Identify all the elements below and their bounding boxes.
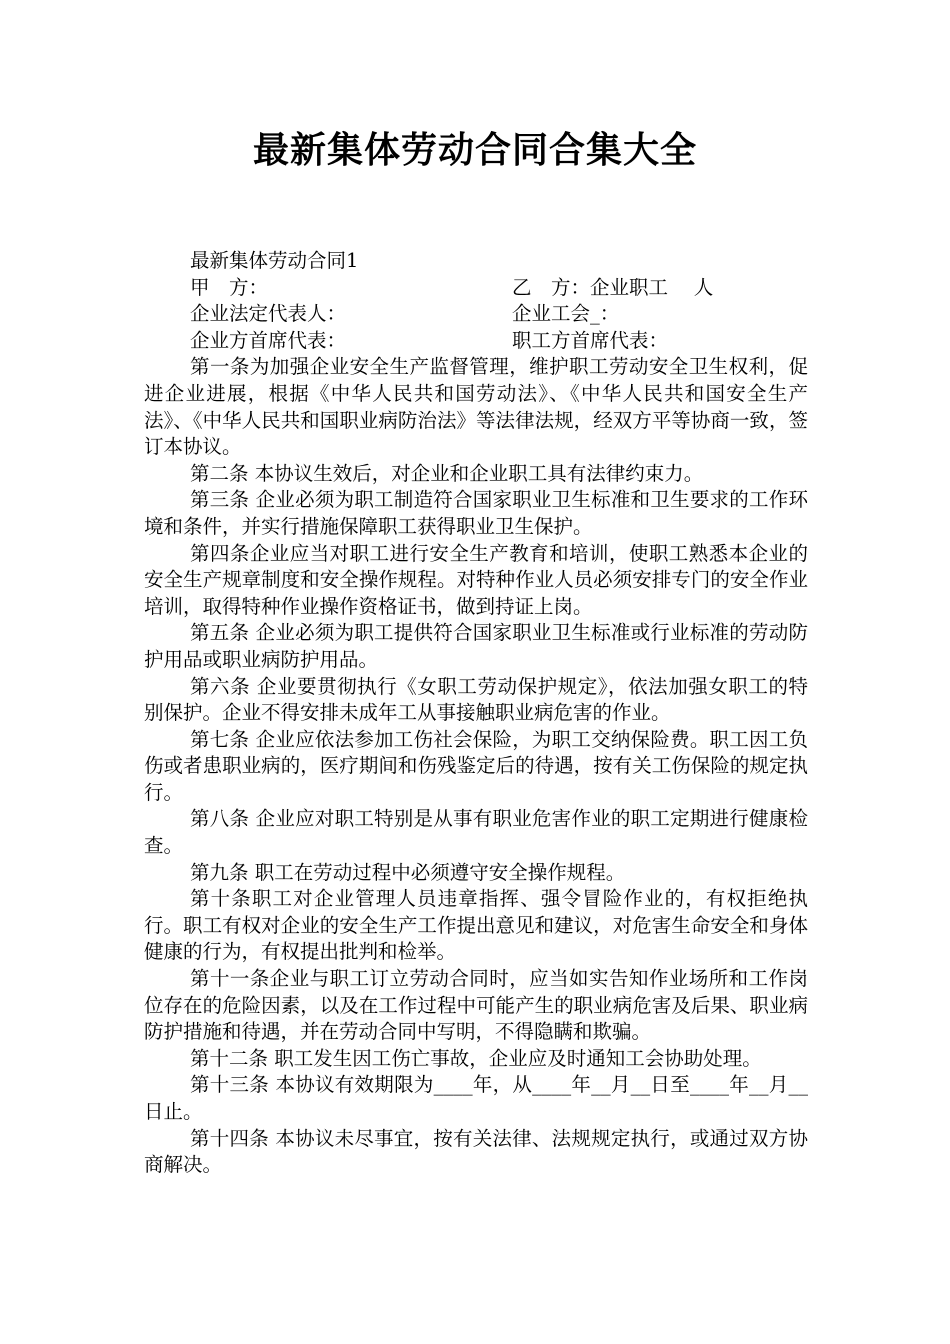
legal-rep-label: 企业法定代表人： <box>190 302 347 326</box>
clause-12: 第十二条 职工发生因工伤亡事故，企业应及时通知工会协助处理。 <box>190 1046 762 1070</box>
party-row <box>144 301 808 328</box>
clause-8: 第八条 企业应对职工特别是从事有职业危害作业的职工定期进行健康检查。 <box>144 807 808 858</box>
clause-3: 第三条 企业必须为职工制造符合国家职业卫生标准和卫生要求的工作环境和条件，并实行措施保障职工获得职业卫生保护。 <box>144 488 808 538</box>
clause-2: 第二条 本协议生效后，对企业和企业职工具有法律约束力。 <box>190 461 704 485</box>
party-b-label: 乙 方：企业职工 人 <box>512 275 714 299</box>
clause-7: 第七条 企业应依法参加工伤社会保险，为职工交纳保险费。职工因工负伤或者患职业病的，医疗期间和伤残鉴定后的待遇，按有关工伤保险的规定执行。 <box>144 727 808 804</box>
clause-14: 第十四条 本协议未尽事宜，按有关法律、法规规定执行，或通过双方协商解决。 <box>144 1126 808 1177</box>
document-title: 最新集体劳动合同合集大全 <box>252 130 697 171</box>
clause-11: 第十一条企业与职工订立劳动合同时，应当如实告知作业场所和工作岗位存在的危险因素，以及在工作过程中可能产生的职业病危害及后果、职业病防护措施和待遇，并在劳动合同中写明，不得隐瞒和欺骗。 <box>144 967 808 1044</box>
contract-subtitle: 最新集体劳动合同1 <box>190 249 359 272</box>
document-body <box>144 248 808 1179</box>
party-row <box>144 275 808 302</box>
clauses <box>144 354 808 1178</box>
party-a-label: 甲 方： <box>190 275 269 299</box>
union-label: 企业工会_： <box>512 302 620 326</box>
employee-chief-rep-label: 职工方首席代表： <box>512 328 669 352</box>
clause-1: 第一条为加强企业安全生产监督管理，维护职工劳动安全卫生权利，促进企业进展，根据《中华人民共和国劳动法》、《中华人民共和国安全生产法》、《中华人民共和国职业病防治法》等法律法规，经双方平等协商一致，签订本协议。 <box>144 355 808 459</box>
clause-6: 第六条 企业要贯彻执行《女职工劳动保护规定》，依法加强女职工的特别保护。企业不得安排未成年工从事接触职业病危害的作业。 <box>144 674 808 725</box>
party-row <box>144 328 808 355</box>
clause-4: 第四条企业应当对职工进行安全生产教育和培训，使职工熟悉本企业的安全生产规章制度和安全操作规程。对特种作业人员必须安排专门的安全作业培训，取得特种作业操作资格证书，做到持证上岗。 <box>144 541 808 618</box>
employer-chief-rep-label: 企业方首席代表： <box>190 328 347 352</box>
clause-10: 第十条职工对企业管理人员违章指挥、强令冒险作业的，有权拒绝执行。职工有权对企业的安全生产工作提出意见和建议，对危害生命安全和身体健康的行为，有权提出批判和检举。 <box>144 887 808 964</box>
clause-5: 第五条 企业必须为职工提供符合国家职业卫生标准或行业标准的劳动防护用品或职业病防护用品。 <box>144 621 808 671</box>
clause-13: 第十三条 本协议有效期限为____年，从____年__月__日至____年__月__日止。 <box>144 1073 808 1123</box>
clause-9: 第九条 职工在劳动过程中必须遵守安全操作规程。 <box>190 860 626 884</box>
